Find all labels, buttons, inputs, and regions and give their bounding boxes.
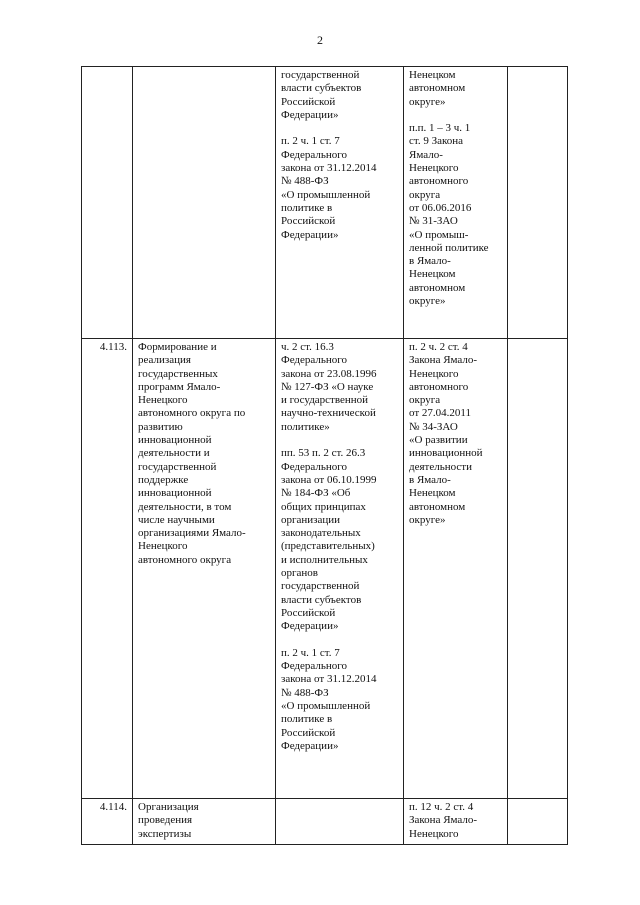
authority-name: Формирование и реализация государственных программ Ямало- Ненецкого автономного округа по развитию инновационной деятельности и государственной поддержке инновационной деятельности, в том числе научными организациями Ямало- Ненецкого автономного округа bbox=[133, 339, 276, 799]
federal-legal-basis: государственной власти субъектов Российской Федерации» п. 2 ч. 1 ст. 7 Федерального закона от 31.12.2014 № 488-ФЗ «О промышленной политике в Российской Федерации» bbox=[276, 67, 404, 339]
extra-cell bbox=[508, 67, 568, 339]
federal-legal-basis bbox=[276, 799, 404, 845]
table-row bbox=[82, 67, 568, 339]
row-number bbox=[82, 67, 133, 339]
regional-legal-basis: п. 12 ч. 2 ст. 4 Закона Ямало- Ненецкого bbox=[404, 799, 508, 845]
row-number: 4.114. bbox=[82, 799, 133, 845]
extra-cell bbox=[508, 339, 568, 799]
regional-legal-basis: п. 2 ч. 2 ст. 4 Закона Ямало- Ненецкого автономного округа от 27.04.2011 № 34-ЗАО «О развитии инновационной деятельности в Ямало- Ненецком автономном округе» bbox=[404, 339, 508, 799]
page-number: 2 bbox=[317, 33, 323, 47]
authority-name bbox=[133, 67, 276, 339]
federal-legal-basis: ч. 2 ст. 16.3 Федерального закона от 23.08.1996 № 127-ФЗ «О науке и государственной научно-технической политике» пп. 53 п. 2 ст. 26.3 Федерального закона от 06.10.1999 № 184-ФЗ «Об общих принципах организации законодательных (представительных) и исполнительных органов государственной власти субъектов Российской Федерации» п. 2 ч. 1 ст. 7 Федерального закона от 31.12.2014 № 488-ФЗ «О промышленной политике в Российской Федерации» bbox=[276, 339, 404, 799]
table-row bbox=[82, 799, 568, 845]
authority-name: Организация проведения экспертизы bbox=[133, 799, 276, 845]
regional-legal-basis: Ненецком автономном округе» п.п. 1 – 3 ч. 1 ст. 9 Закона Ямало- Ненецкого автономного округа от 06.06.2016 № 31-ЗАО «О промыш- ленной политике в Ямало- Ненецком автономном округе» bbox=[404, 67, 508, 339]
extra-cell bbox=[508, 799, 568, 845]
table-row bbox=[82, 339, 568, 799]
authority-table bbox=[81, 66, 568, 845]
row-number: 4.113. bbox=[82, 339, 133, 799]
